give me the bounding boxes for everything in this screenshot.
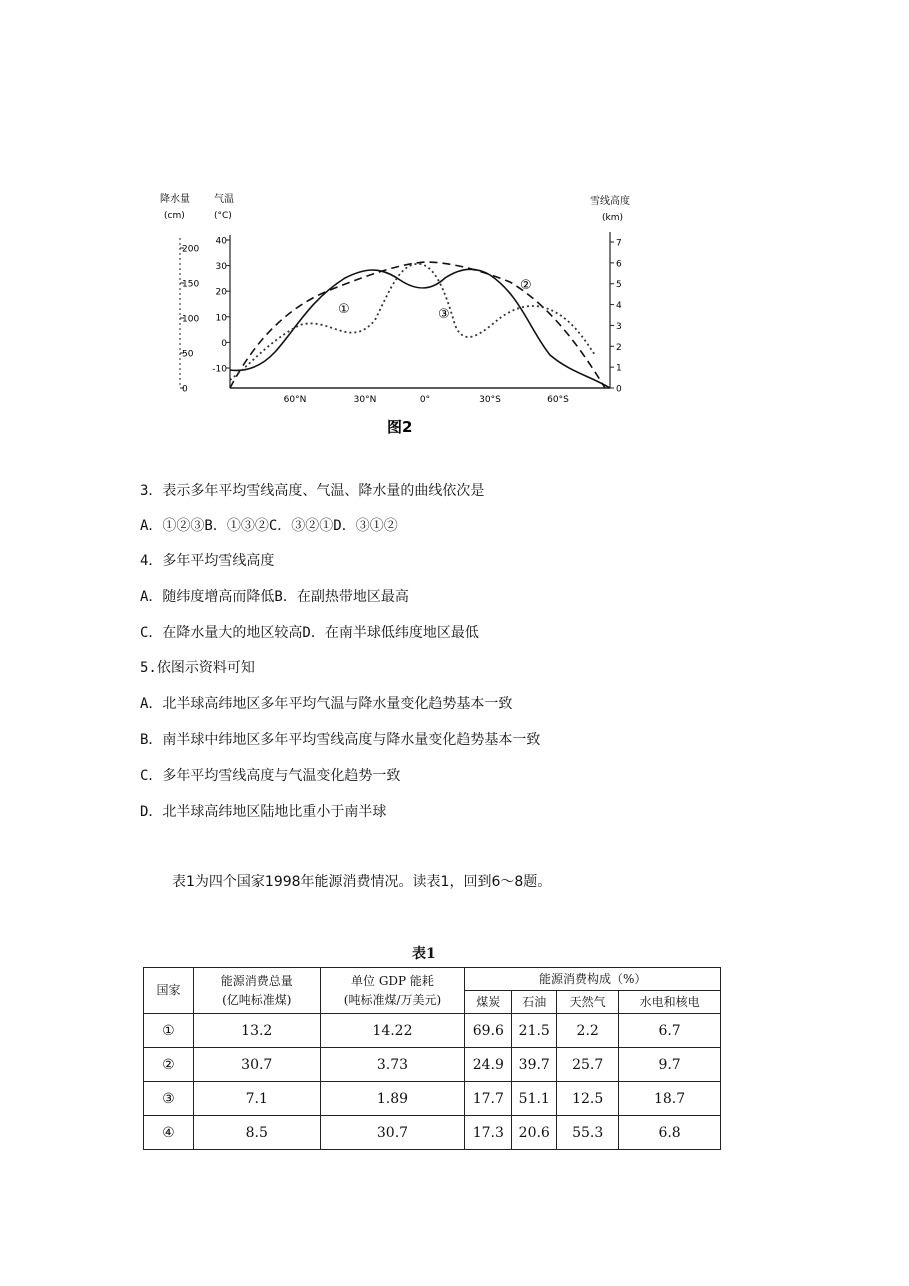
question-5-option-a: A．北半球高纬地区多年平均气温与降水量变化趋势基本一致 — [140, 696, 513, 712]
cell-hydro: 9.7 — [619, 1048, 721, 1082]
header-hydro-nuclear: 水电和核电 — [619, 991, 721, 1014]
header-total-line1: 能源消费总量 — [220, 973, 293, 988]
temp-tick-label: -10 — [212, 364, 227, 375]
latitude-tick-label: 60°N — [283, 395, 307, 405]
question-4-stem: 4．多年平均雪线高度 — [140, 553, 275, 569]
precip-axis-unit: (cm) — [164, 211, 185, 221]
cell-gdp: 14.22 — [320, 1014, 465, 1048]
snowline-axis-unit: (km) — [602, 213, 624, 223]
table-row — [144, 1082, 721, 1116]
question-3-options: A．①②③B．①③②C．③②①D．③①② — [140, 518, 398, 534]
question-5-option-c: C．多年平均雪线高度与气温变化趋势一致 — [140, 768, 401, 784]
cell-gas: 2.2 — [557, 1014, 619, 1048]
precip-ticks — [180, 245, 199, 395]
question-5-stem: 5.依图示资料可知 — [140, 660, 255, 676]
header-gdp-line2: (吨标准煤/万美元) — [343, 992, 442, 1007]
snowline-tick-label: 1 — [616, 363, 622, 374]
header-gas: 天然气 — [557, 991, 619, 1014]
snowline-tick-label: 2 — [616, 342, 622, 353]
cell-total: 13.2 — [193, 1014, 320, 1048]
table-title: 表1 — [412, 946, 436, 962]
snowline-tick-label: 6 — [616, 259, 622, 270]
cell-hydro: 6.8 — [619, 1116, 721, 1150]
figure-caption: 图2 — [387, 418, 413, 436]
table-row — [144, 1048, 721, 1082]
table-row — [144, 1014, 721, 1048]
cell-hydro: 18.7 — [619, 1082, 721, 1116]
precip-tick-label: 50 — [182, 349, 194, 360]
cell-total: 8.5 — [193, 1116, 320, 1150]
snowline-tick-label: 7 — [616, 238, 622, 249]
header-coal: 煤炭 — [465, 991, 512, 1014]
snowline-tick-label: 4 — [616, 301, 622, 312]
temp-axis-title: 气温 — [214, 194, 234, 205]
cell-total: 7.1 — [193, 1082, 320, 1116]
header-total — [193, 968, 320, 1014]
latitude-tick-label: 0° — [419, 395, 431, 405]
curve-2-dashed — [230, 262, 605, 388]
temp-tick-label: 0 — [221, 338, 227, 349]
temp-tick-label: 30 — [215, 262, 227, 273]
cell-gdp: 3.73 — [320, 1048, 465, 1082]
cell-country: ② — [144, 1048, 194, 1082]
latitude-tick-label: 30°S — [479, 395, 501, 405]
temp-tick-label: 40 — [215, 236, 227, 247]
cell-total: 30.7 — [193, 1048, 320, 1082]
energy-table — [143, 967, 721, 1150]
latitude-tick-label: 30°N — [353, 395, 377, 405]
header-gdp — [320, 968, 465, 1014]
climate-snowline-figure — [150, 190, 690, 440]
cell-hydro: 6.7 — [619, 1014, 721, 1048]
snowline-tick-label: 3 — [616, 321, 622, 332]
header-total-line2: (亿吨标准煤) — [222, 992, 292, 1007]
snowline-tick-label: 0 — [616, 384, 622, 395]
precip-tick-label: 0 — [182, 384, 188, 395]
precip-tick-label: 100 — [182, 314, 200, 325]
latitude-tick-label: 60°S — [547, 395, 569, 405]
cell-oil: 51.1 — [512, 1082, 557, 1116]
cell-gas: 25.7 — [557, 1048, 619, 1082]
header-oil: 石油 — [512, 991, 557, 1014]
cell-gas: 55.3 — [557, 1116, 619, 1150]
cell-gdp: 30.7 — [320, 1116, 465, 1150]
header-country: 国家 — [144, 968, 194, 1014]
curve-3-dotted — [230, 264, 595, 380]
latitude-ticks — [284, 395, 569, 405]
curve-1-solid — [230, 269, 610, 388]
cell-country: ③ — [144, 1082, 194, 1116]
header-composition: 能源消费构成（%） — [465, 968, 721, 991]
curve-label-2: ② — [520, 278, 532, 293]
cell-country: ④ — [144, 1116, 194, 1150]
precip-tick-label: 200 — [182, 244, 200, 255]
table-row — [144, 1116, 721, 1150]
curve-label-3: ③ — [438, 307, 450, 322]
temp-tick-label: 10 — [215, 313, 227, 324]
question-4-options-ab: A．随纬度增高而降低B．在副热带地区最高 — [140, 589, 409, 605]
temp-ticks — [212, 237, 230, 375]
cell-oil: 21.5 — [512, 1014, 557, 1048]
cell-oil: 39.7 — [512, 1048, 557, 1082]
cell-country: ① — [144, 1014, 194, 1048]
snowline-ticks — [610, 239, 622, 395]
cell-coal: 24.9 — [465, 1048, 512, 1082]
table-intro: 表1为四个国家1998年能源消费情况。读表1，回到6～8题。 — [172, 874, 552, 890]
cell-gdp: 1.89 — [320, 1082, 465, 1116]
cell-gas: 12.5 — [557, 1082, 619, 1116]
header-gdp-line1: 单位 GDP 能耗 — [351, 973, 434, 988]
cell-coal: 17.3 — [465, 1116, 512, 1150]
precip-axis-title: 降水量 — [160, 194, 190, 205]
precip-tick-label: 150 — [182, 279, 200, 290]
cell-oil: 20.6 — [512, 1116, 557, 1150]
temp-tick-label: 20 — [215, 287, 227, 298]
question-3-stem: 3．表示多年平均雪线高度、气温、降水量的曲线依次是 — [140, 483, 485, 499]
snowline-tick-label: 5 — [616, 280, 622, 291]
snowline-axis-title: 雪线高度 — [590, 196, 630, 207]
cell-coal: 69.6 — [465, 1014, 512, 1048]
cell-coal: 17.7 — [465, 1082, 512, 1116]
question-5-option-d: D．北半球高纬地区陆地比重小于南半球 — [140, 804, 387, 820]
curve-label-1: ① — [338, 302, 350, 317]
question-5-option-b: B．南半球中纬地区多年平均雪线高度与降水量变化趋势基本一致 — [140, 732, 541, 748]
temp-axis-unit: (°C) — [214, 211, 232, 221]
question-4-options-cd: C．在降水量大的地区较高D．在南半球低纬度地区最低 — [140, 625, 479, 641]
